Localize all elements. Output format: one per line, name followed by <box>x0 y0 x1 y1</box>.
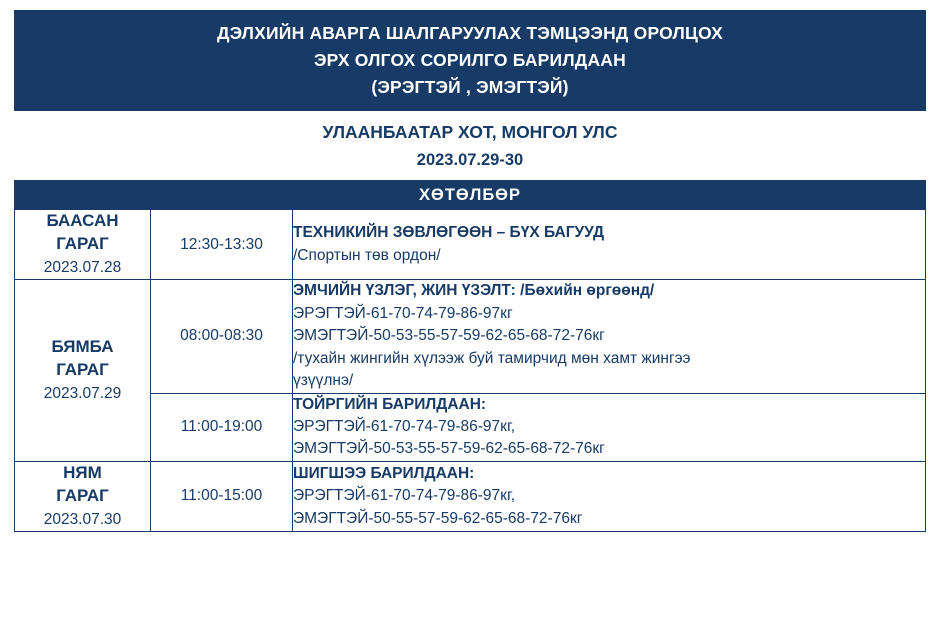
day-date: 2023.07.30 <box>43 510 122 528</box>
description-line: ЭРЭГТЭЙ-61-70-74-79-86-97кг <box>293 304 513 322</box>
description-cell <box>293 461 926 531</box>
day-name-line-2: ГАРАГ <box>56 360 109 380</box>
table-row <box>15 210 926 280</box>
event-title-line-2: ЭРХ ОЛГОХ СОРИЛГО БАРИЛДААН <box>314 50 626 71</box>
description-line: ЭМЧИЙН ҮЗЛЭГ, ЖИН ҮЗЭЛТ: /Бөхийн өргөөнд/ <box>293 282 655 300</box>
time-cell: 12:30-13:30 <box>151 210 293 280</box>
description-line: үзүүлнэ/ <box>293 372 354 390</box>
event-title-line-3: (ЭРЭГТЭЙ , ЭМЭГТЭЙ) <box>371 77 569 98</box>
event-city: УЛААНБААТАР ХОТ, МОНГОЛ УЛС <box>322 122 618 143</box>
description-line: ТЕХНИКИЙН ЗӨВЛӨГӨӨН – БҮХ БАГУУД <box>293 224 605 242</box>
event-title-banner <box>14 10 926 111</box>
day-cell-saturday <box>15 280 151 462</box>
table-row <box>15 461 926 531</box>
description-line: ЭМЭГТЭЙ-50-53-55-57-59-62-65-68-72-76кг <box>293 327 605 345</box>
day-cell-sunday <box>15 461 151 531</box>
description-line: ЭРЭГТЭЙ-61-70-74-79-86-97кг, <box>293 417 516 435</box>
day-name-line-2: ГАРАГ <box>56 234 109 254</box>
description-line: /тухайн жингийн хүлээж буй тамирчид мөн хамт жингээ <box>293 349 691 367</box>
event-dates: 2023.07.29-30 <box>416 150 524 169</box>
description-line: ШИГШЭЭ БАРИЛДААН: <box>293 464 475 482</box>
description-line: ЭМЭГТЭЙ-50-55-57-59-62-65-68-72-76кг <box>293 509 583 527</box>
time-cell: 08:00-08:30 <box>151 280 293 393</box>
day-name-line-1: БЯМБА <box>51 337 114 357</box>
description-cell <box>293 280 926 393</box>
event-title-line-1: ДЭЛХИЙН АВАРГА ШАЛГАРУУЛАХ ТЭМЦЭЭНД ОРОЛЦОХ <box>217 23 723 43</box>
schedule-title: ХӨТӨЛБӨР <box>15 181 926 210</box>
description-cell <box>293 393 926 461</box>
schedule-table <box>14 180 926 531</box>
table-row <box>15 280 926 393</box>
day-name-line-2: ГАРАГ <box>56 485 109 505</box>
day-date: 2023.07.29 <box>43 385 122 403</box>
day-date: 2023.07.28 <box>43 259 122 277</box>
table-row <box>15 393 926 461</box>
day-cell-friday <box>15 210 151 280</box>
day-name-line-1: НЯМ <box>63 462 102 482</box>
time-cell: 11:00-15:00 <box>151 461 293 531</box>
description-line: /Спортын төв ордон/ <box>293 246 441 264</box>
description-line: ЭРЭГТЭЙ-61-70-74-79-86-97кг, <box>293 487 516 505</box>
event-location-block <box>14 111 926 178</box>
schedule-title-row <box>15 181 926 210</box>
description-line: ТОЙРГИЙН БАРИЛДААН: <box>293 395 487 413</box>
description-line: ЭМЭГТЭЙ-50-53-55-57-59-62-65-68-72-76кг <box>293 440 605 458</box>
description-cell <box>293 210 926 280</box>
day-name-line-1: БААСАН <box>46 211 119 231</box>
time-cell: 11:00-19:00 <box>151 393 293 461</box>
